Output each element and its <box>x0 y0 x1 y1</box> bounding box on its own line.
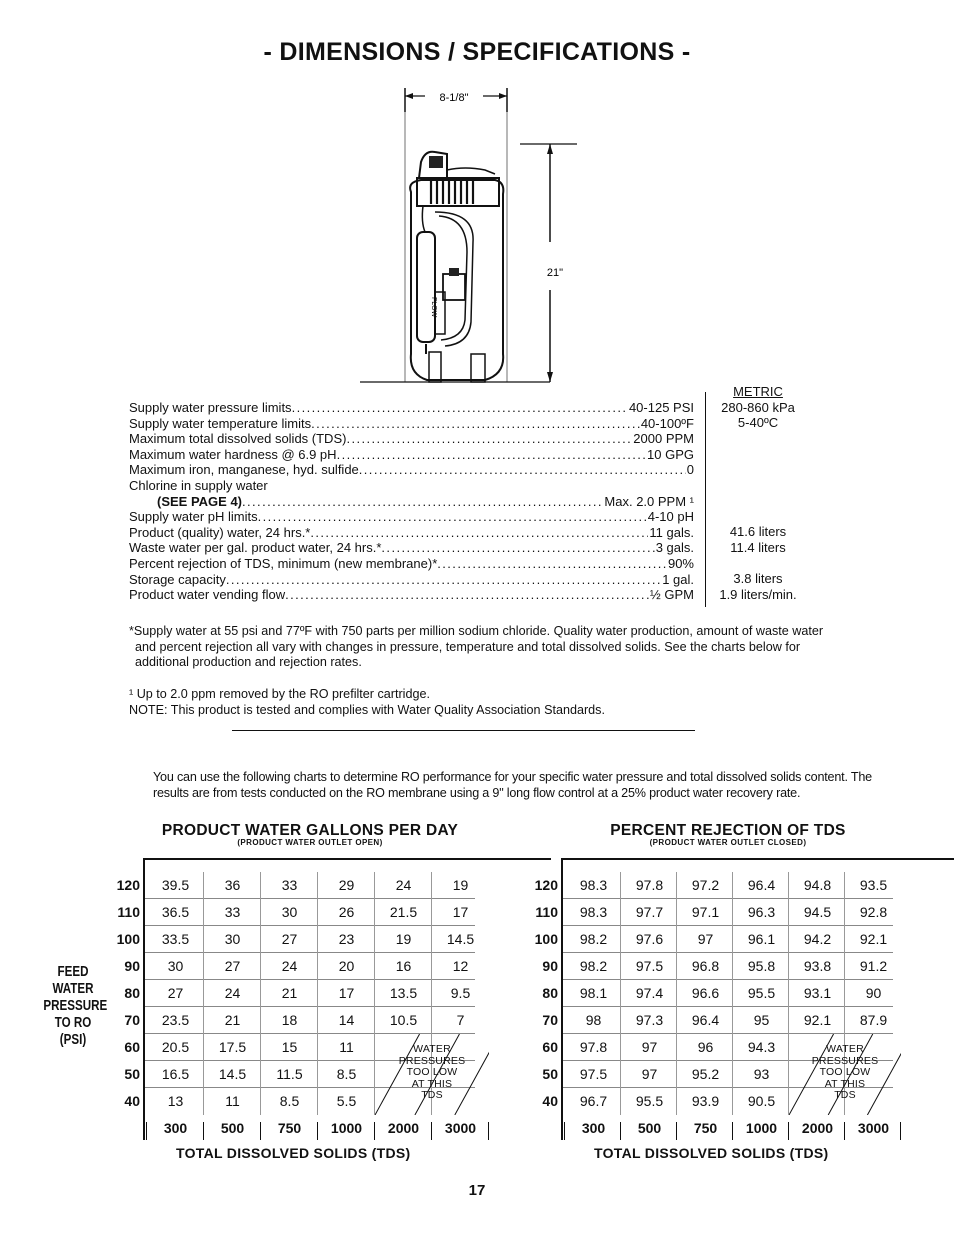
flow-label: FLOW <box>430 297 437 318</box>
metric-value <box>712 431 804 447</box>
spec-leader-dots <box>258 509 647 525</box>
table-cell: 97.8 <box>635 877 664 893</box>
spec-value: 4-10 pH <box>647 509 694 525</box>
psi-label: 40 <box>542 1093 558 1109</box>
table-cell: 97.1 <box>691 904 720 920</box>
table-top-border <box>561 858 954 860</box>
metric-value <box>712 493 804 509</box>
spec-label: Supply water temperature limits <box>129 415 312 431</box>
tds-tick-label: 3000 <box>444 1120 477 1136</box>
table-cell: 94.5 <box>803 904 832 920</box>
height-dimension-label: 21" <box>546 267 564 279</box>
table-row <box>116 872 556 899</box>
table-cell: 10.5 <box>389 1012 418 1028</box>
spec-row <box>129 416 694 432</box>
psi-label: 70 <box>124 1012 140 1028</box>
table-row <box>124 953 556 980</box>
table-cell: 96.6 <box>691 985 720 1001</box>
notes <box>129 686 819 718</box>
psi-label: 60 <box>542 1039 558 1055</box>
table-cell: 8.5 <box>336 1066 357 1082</box>
tds-tick-label: 1000 <box>745 1120 778 1136</box>
table-cell: 24 <box>281 958 298 974</box>
table-cell: 97.6 <box>635 931 664 947</box>
table-cell: 92.8 <box>859 904 888 920</box>
table-cell: 19 <box>452 877 469 893</box>
table-cell: 14 <box>338 1012 355 1028</box>
feed-label-line: TO RO <box>54 1015 92 1031</box>
table-cell: 24 <box>224 985 241 1001</box>
spec-row <box>129 400 694 416</box>
table-cell: 20 <box>338 958 355 974</box>
spec-label: Supply water pH limits <box>129 509 258 525</box>
tds-tick <box>676 1122 677 1140</box>
spec-value: 40-100ºF <box>640 415 694 431</box>
section-divider <box>232 730 695 731</box>
metric-value <box>712 509 804 525</box>
table-cell: 7 <box>456 1012 465 1028</box>
table-cell: 93.5 <box>859 877 888 893</box>
tds-tick <box>564 1122 565 1140</box>
hatch-note-line: TOO LOW <box>819 1066 871 1078</box>
table-cell: 97.5 <box>635 958 664 974</box>
spec-label: Product (quality) water, 24 hrs.* <box>129 524 311 540</box>
metric-divider <box>705 392 706 607</box>
table-cell: 30 <box>224 931 241 947</box>
hatch-note-line: TOO LOW <box>406 1066 458 1078</box>
feed-water-pressure-label <box>43 964 108 1049</box>
spec-row <box>129 447 694 463</box>
spec-label: Waste water per gal. product water, 24 hrs.* <box>129 540 382 556</box>
table-cell: 98 <box>585 1012 602 1028</box>
hatch-note-line: TDS <box>421 1089 443 1101</box>
spec-label: Product water vending flow <box>129 587 286 603</box>
metric-value <box>712 556 804 572</box>
spec-value: 2000 PPM <box>633 431 694 447</box>
table-cell: 98.2 <box>579 931 608 947</box>
table-cell: 94.2 <box>803 931 832 947</box>
spec-value <box>268 478 269 494</box>
hatch-note <box>375 1044 489 1102</box>
metric-value <box>712 446 804 462</box>
tds-tick <box>260 1122 261 1140</box>
table-cell: 27 <box>167 985 184 1001</box>
column-divider <box>203 872 204 1115</box>
rejection-chart-subtitle: (PRODUCT WATER OUTLET CLOSED) <box>649 838 807 847</box>
table-cell: 17 <box>338 985 355 1001</box>
table-cell: 93.8 <box>803 958 832 974</box>
tds-tick <box>146 1122 147 1140</box>
metric-value: 280-860 kPa <box>721 399 795 415</box>
table-cell: 21.5 <box>389 904 418 920</box>
product-chart-subtitle: (PRODUCT WATER OUTLET OPEN) <box>237 838 383 847</box>
table-cell: 97.4 <box>635 985 664 1001</box>
table-cell: 14.5 <box>218 1066 247 1082</box>
spec-label: Maximum water hardness @ 6.9 pH <box>129 446 337 462</box>
table-cell: 27 <box>281 931 298 947</box>
table-cell: 36 <box>224 877 241 893</box>
table-cell: 98.2 <box>579 958 608 974</box>
metric-value: 3.8 liters <box>733 571 783 587</box>
product-figure <box>355 82 595 392</box>
spec-value: ½ GPM <box>649 587 694 603</box>
table-cell: 94.8 <box>803 877 832 893</box>
spec-row <box>129 462 694 478</box>
table-cell: 98.1 <box>579 985 608 1001</box>
table-cell: 97 <box>641 1066 658 1082</box>
tds-tick-label: 300 <box>581 1120 606 1136</box>
rejection-chart-heading <box>548 822 908 847</box>
psi-label: 100 <box>534 931 558 947</box>
table-row <box>117 899 556 926</box>
table-cell: 27 <box>224 958 241 974</box>
psi-label: 80 <box>124 985 140 1001</box>
table-cell: 8.5 <box>279 1093 300 1109</box>
table-cell: 98.3 <box>579 877 608 893</box>
table-cell: 95.2 <box>691 1066 720 1082</box>
table-cell: 33 <box>281 877 298 893</box>
tds-tick-label: 500 <box>637 1120 662 1136</box>
spec-leader-dots <box>310 525 648 541</box>
charts-intro: You can use the following charts to determine RO performance for your specific water pressure and total dissolved solids content. The results are from tests conducted on the RO membrane using a 9" long flow control at a 25% product water recovery rate. <box>153 770 872 801</box>
table-cell: 90 <box>865 985 882 1001</box>
table-cell: 17 <box>452 904 469 920</box>
ro-unit-drawing <box>355 82 595 392</box>
psi-label: 60 <box>124 1039 140 1055</box>
hatch-note-line: AT THIS <box>411 1077 453 1090</box>
tds-axis-title: TOTAL DISSOLVED SOLIDS (TDS) <box>176 1145 411 1161</box>
table-cell: 11 <box>225 1093 240 1109</box>
psi-label: 90 <box>124 958 140 974</box>
tds-tick-label: 2000 <box>801 1120 834 1136</box>
spec-label: Supply water pressure limits <box>129 400 292 415</box>
hatch-note-line: WATER <box>413 1043 451 1055</box>
table-cell: 21 <box>281 985 298 1001</box>
table-cell: 16.5 <box>161 1066 190 1082</box>
table-top-border <box>143 858 551 860</box>
table-cell: 13 <box>167 1093 184 1109</box>
table-cell: 24 <box>395 877 412 893</box>
spec-row <box>129 556 694 572</box>
spec-value: 90% <box>667 555 694 571</box>
table-cell: 39.5 <box>161 877 190 893</box>
hatch-note-line: AT THIS <box>824 1077 866 1090</box>
table-cell: 30 <box>281 904 298 920</box>
metric-value: 11.4 liters <box>730 539 786 555</box>
metric-value: 1.9 liters/min. <box>719 586 797 602</box>
hatch-note-line: PRESSURES <box>811 1054 879 1067</box>
table-cell: 97.2 <box>691 877 720 893</box>
spec-label: Chlorine in supply water <box>129 477 268 493</box>
table-cell: 90.5 <box>747 1093 776 1109</box>
table-cell: 30 <box>167 958 184 974</box>
spec-row <box>129 572 694 588</box>
footnote: *Supply water at 55 psi and 77ºF with 750 parts per million sodium chloride. Quality water production, amount of waste water and percent rejection all vary with changes in pressure, temperature and total dissolved solids. See the charts below for additional production and rejection rates. <box>129 624 824 670</box>
table-cell: 26 <box>338 904 355 920</box>
spec-value: Max. 2.0 PPM ¹ <box>604 493 694 509</box>
table-cell: 13.5 <box>389 985 418 1001</box>
spec-row <box>129 525 694 541</box>
table-cell: 95.5 <box>635 1093 664 1109</box>
table-row <box>542 1007 954 1034</box>
table-cell: 92.1 <box>859 931 888 947</box>
table-cell: 23.5 <box>161 1012 190 1028</box>
spec-label: Maximum total dissolved solids (TDS) <box>129 431 347 447</box>
psi-label: 120 <box>534 877 558 893</box>
table-row <box>535 899 954 926</box>
table-cell: 11 <box>339 1039 354 1055</box>
table-cell: 33 <box>224 904 241 920</box>
specifications-list <box>129 400 694 603</box>
metric-value <box>712 462 804 478</box>
spec-row <box>129 494 694 510</box>
spec-value: 3 gals. <box>655 540 694 556</box>
table-cell: 12 <box>452 958 469 974</box>
table-cell: 18 <box>281 1012 298 1028</box>
width-dimension-label: 8-1/8" <box>439 92 469 104</box>
tds-tick <box>900 1122 901 1140</box>
metric-value <box>712 478 804 494</box>
tds-tick <box>844 1122 845 1140</box>
table-cell: 96.4 <box>691 1012 720 1028</box>
table-cell: 96.1 <box>747 931 776 947</box>
psi-label: 100 <box>116 931 140 947</box>
tds-tick-label: 2000 <box>387 1120 420 1136</box>
table-row <box>124 980 556 1007</box>
hatch-note-line: WATER <box>826 1043 864 1055</box>
product-water-table <box>116 858 556 1140</box>
table-cell: 94.3 <box>747 1039 776 1055</box>
note-prefilter: ¹ Up to 2.0 ppm removed by the RO prefilter cartridge. <box>129 687 430 701</box>
product-chart-heading <box>130 822 490 847</box>
table-cell: 98.3 <box>579 904 608 920</box>
spec-row <box>129 587 694 603</box>
feed-label-line: WATER <box>52 981 94 997</box>
percent-rejection-table <box>534 858 954 1140</box>
table-cell: 87.9 <box>859 1012 888 1028</box>
table-cell: 33.5 <box>161 931 190 947</box>
table-cell: 97.3 <box>635 1012 664 1028</box>
feed-label-line: (PSI) <box>59 1032 87 1048</box>
table-cell: 95 <box>753 1012 770 1028</box>
column-divider <box>260 872 261 1115</box>
spec-row <box>129 509 694 525</box>
note-wqa: NOTE: This product is tested and complies with Water Quality Association Standards. <box>129 703 605 717</box>
psi-label: 50 <box>124 1066 140 1082</box>
table-cell: 97.8 <box>579 1039 608 1055</box>
column-divider <box>732 872 733 1115</box>
table-row <box>542 980 954 1007</box>
table-cell: 97 <box>697 931 714 947</box>
spec-value: 11 gals. <box>649 524 694 540</box>
product-chart-title: PRODUCT WATER GALLONS PER DAY <box>161 822 459 839</box>
spec-label: (SEE PAGE 4) <box>157 493 243 509</box>
spec-leader-dots <box>359 462 686 478</box>
spec-leader-dots <box>337 447 646 463</box>
spec-value: 0 <box>686 462 694 478</box>
hatch-note-line: TDS <box>834 1089 856 1101</box>
spec-value: 40-125 PSI <box>628 400 694 415</box>
column-divider <box>317 872 318 1115</box>
tds-tick <box>374 1122 375 1140</box>
spec-label: Storage capacity <box>129 571 226 587</box>
psi-label: 90 <box>542 958 558 974</box>
table-cell: 91.2 <box>859 958 888 974</box>
spec-leader-dots <box>292 400 628 416</box>
tds-tick-label: 750 <box>693 1120 718 1136</box>
table-cell: 96.8 <box>691 958 720 974</box>
table-cell: 11.5 <box>276 1066 303 1082</box>
table-cell: 97.5 <box>579 1066 608 1082</box>
table-cell: 96.3 <box>747 904 776 920</box>
spec-leader-dots <box>311 416 640 432</box>
table-cell: 97.7 <box>635 904 664 920</box>
table-cell: 96 <box>697 1039 714 1055</box>
spec-leader-dots <box>242 494 603 510</box>
tds-tick <box>488 1122 489 1140</box>
table-cell: 96.4 <box>747 877 776 893</box>
psi-label: 110 <box>117 904 140 920</box>
column-divider <box>620 872 621 1115</box>
table-row <box>116 926 556 953</box>
metric-heading: METRIC <box>733 384 783 399</box>
psi-label: 70 <box>542 1012 558 1028</box>
spec-row <box>129 540 694 556</box>
column-divider <box>676 872 677 1115</box>
spec-value: 10 GPG <box>647 446 694 462</box>
table-row <box>534 872 954 899</box>
tds-tick <box>317 1122 318 1140</box>
feed-label-line: PRESSURE <box>43 998 108 1014</box>
table-row <box>534 926 954 953</box>
spec-leader-dots <box>437 556 667 572</box>
table-row <box>124 1088 556 1115</box>
psi-label: 110 <box>535 904 558 920</box>
spec-leader-dots <box>346 431 632 447</box>
table-row <box>124 1034 556 1061</box>
table-cell: 96.7 <box>579 1093 608 1109</box>
table-cell: 97 <box>641 1039 658 1055</box>
table-cell: 29 <box>338 877 355 893</box>
metric-column <box>712 384 804 602</box>
table-cell: 15 <box>281 1039 298 1055</box>
tds-tick-label: 300 <box>163 1120 188 1136</box>
table-cell: 14.5 <box>446 931 475 947</box>
spec-value: 1 gal. <box>662 571 694 587</box>
tds-tick <box>732 1122 733 1140</box>
psi-label: 40 <box>124 1093 140 1109</box>
hatch-note <box>789 1044 901 1102</box>
table-cell: 93.9 <box>691 1093 720 1109</box>
tds-tick <box>431 1122 432 1140</box>
metric-value: 5-40ºC <box>737 415 779 431</box>
table-cell: 17.5 <box>218 1039 247 1055</box>
tds-tick-label: 500 <box>220 1120 245 1136</box>
table-cell: 93 <box>753 1066 770 1082</box>
metric-value: 41.6 liters <box>729 524 787 540</box>
spec-row <box>129 431 694 447</box>
table-cell: 95.5 <box>747 985 776 1001</box>
spec-row <box>129 478 694 494</box>
tds-axis-title: TOTAL DISSOLVED SOLIDS (TDS) <box>594 1145 829 1161</box>
feed-label-line: FEED <box>57 964 89 980</box>
psi-label: 50 <box>542 1066 558 1082</box>
table-cell: 95.8 <box>747 958 776 974</box>
spec-label: Maximum iron, manganese, hyd. sulfide <box>129 462 359 478</box>
hatch-note-line: PRESSURES <box>398 1054 466 1067</box>
tds-tick <box>203 1122 204 1140</box>
table-cell: 92.1 <box>803 1012 832 1028</box>
psi-label: 80 <box>542 985 558 1001</box>
table-row <box>124 1061 556 1088</box>
table-cell: 36.5 <box>161 904 190 920</box>
table-cell: 93.1 <box>803 985 832 1001</box>
table-cell: 20.5 <box>161 1039 190 1055</box>
spec-leader-dots <box>285 587 649 603</box>
table-cell: 19 <box>395 931 412 947</box>
tds-tick-label: 750 <box>277 1120 302 1136</box>
spec-leader-dots <box>226 572 661 588</box>
tds-tick-label: 1000 <box>330 1120 363 1136</box>
tds-tick <box>620 1122 621 1140</box>
rejection-chart-title: PERCENT REJECTION OF TDS <box>610 822 846 839</box>
tds-tick-label: 3000 <box>857 1120 890 1136</box>
tds-tick <box>788 1122 789 1140</box>
table-cell: 21 <box>224 1012 241 1028</box>
page-number: 17 <box>468 1182 486 1199</box>
table-cell: 16 <box>395 958 412 974</box>
spec-label: Percent rejection of TDS, minimum (new membrane)* <box>129 555 438 571</box>
table-cell: 23 <box>338 931 355 947</box>
table-cell: 9.5 <box>450 985 471 1001</box>
table-row <box>542 953 954 980</box>
table-row <box>124 1007 556 1034</box>
page-title: - DIMENSIONS / SPECIFICATIONS - <box>263 38 691 66</box>
spec-leader-dots <box>381 540 654 556</box>
psi-label: 120 <box>116 877 140 893</box>
table-cell: 5.5 <box>336 1093 357 1109</box>
